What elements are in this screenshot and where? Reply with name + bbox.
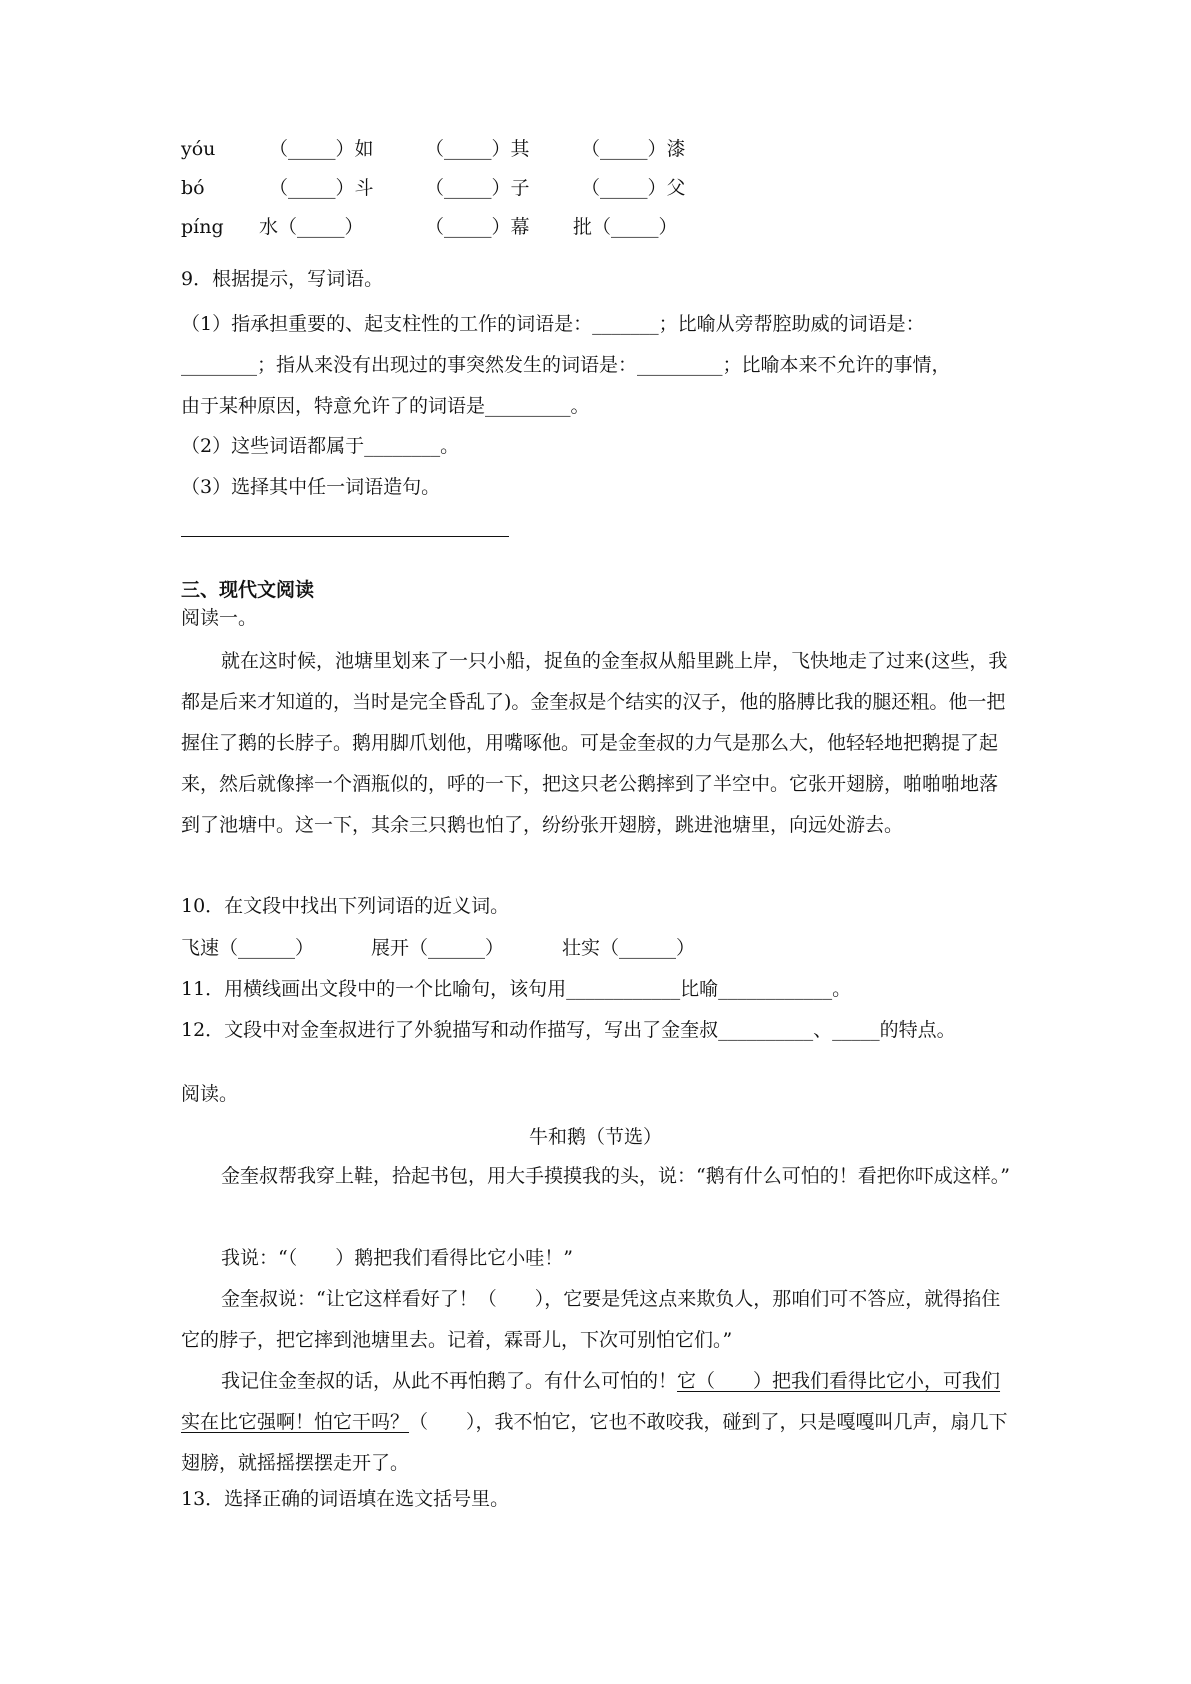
synonym-item: 展开（______） (371, 937, 505, 959)
fill-item: （_____）斗 (269, 177, 374, 199)
question-9-part-1-line-1: （1）指承担重要的、起支柱性的工作的词语是：_______；比喻从旁帮腔助威的词语是： (181, 313, 925, 335)
underlined-sentence: 它（ ）把我们看得比它小，可我们实在比它强啊！怕它干吗？ (181, 1370, 1001, 1433)
question-9-part-1-line-3: 由于某种原因，特意允许了的词语是_________。 (181, 395, 590, 417)
fill-item: 批（_____） (573, 216, 678, 238)
question-9-part-1-line-2: ________；指从来没有出现过的事突然发生的词语是：_________；比喻本来不允许的事情， (181, 354, 951, 376)
passage-2-para-4-lead: 我记住金奎叔的话，从此不再怕鹅了。有什么可怕的！ (221, 1370, 678, 1392)
pinyin-row (181, 136, 741, 162)
reading-2-label: 阅读。 (181, 1083, 239, 1105)
synonym-item: 飞速（______） (181, 937, 315, 959)
pinyin-row (181, 214, 741, 240)
question-12: 12．文段中对金奎叔进行了外貌描写和动作描写，写出了金奎叔__________、_____的特点。 (181, 1019, 956, 1041)
question-10-items (181, 935, 741, 961)
question-9-part-2: （2）这些词语都属于________。 (181, 435, 460, 457)
passage-2-para-1: 金奎叔帮我穿上鞋，拾起书包，用大手摸摸我的头，说：“鹅有什么可怕的！看把你吓成这样。” (221, 1165, 1010, 1187)
passage-2-title: 牛和鹅（节选） (528, 1126, 662, 1148)
pinyin-label: bó (181, 177, 205, 199)
passage-2-para-2: 我说：“（ ）鹅把我们看得比它小哇！” (221, 1247, 573, 1269)
question-13: 13．选择正确的词语填在选文括号里。 (181, 1488, 510, 1510)
fill-item: （_____）幕 (425, 216, 530, 238)
question-11: 11．用横线画出文段中的一个比喻句，该句用____________比喻____________。 (181, 978, 852, 1000)
fill-item: （_____）如 (269, 138, 374, 160)
passage-2-para-4 (181, 1361, 1015, 1484)
question-9-title: 9．根据提示，写词语。 (181, 268, 384, 290)
passage-2-para-4-tail: （ ），我不怕它，它也不敢咬我，碰到了，只是嘎嘎叫几声，扇几下翅膀，就摇摇摆摆走开了。 (181, 1411, 1008, 1474)
question-10: 10．在文段中找出下列词语的近义词。 (181, 895, 510, 917)
section-heading: 三、现代文阅读 (181, 579, 315, 601)
passage-2-para-3: 金奎叔说：“让它这样看好了！（ ），它要是凭这点来欺负人，那咱们可不答应，就得掐住它的脖子，把它摔到池塘里去。记着，霖哥儿，下次可别怕它们。” (181, 1288, 1001, 1351)
question-9-part-3: （3）选择其中任一词语造句。 (181, 476, 441, 498)
fill-item: 水（_____） (259, 216, 364, 238)
fill-item: （_____）其 (425, 138, 530, 160)
reading-1-label: 阅读一。 (181, 607, 258, 629)
pinyin-row (181, 175, 741, 201)
fill-item: （_____）子 (425, 177, 530, 199)
synonym-item: 壮实（______） (562, 937, 696, 959)
answer-line (181, 536, 509, 537)
fill-item: （_____）漆 (581, 138, 686, 160)
passage-1: 就在这时候，池塘里划来了一只小船，捉鱼的金奎叔从船里跳上岸，飞快地走了过来(这些，我都是后来才知道的，当时是完全昏乱了)。金奎叔是个结实的汉子，他的胳膊比我的腿还粗。他一把握住了鹅的长脖子。鹅用脚爪划他，用嘴啄他。可是金奎叔的力气是那么大，他轻轻地把鹅提了起来，然后就像摔一个酒瓶似的，呼的一下，把这只老公鹅摔到了半空中。它张开翅膀，啪啪啪地落到了池塘中。这一下，其余三只鹅也怕了，纷纷张开翅膀，跳进池塘里，向远处游去。 (181, 650, 1008, 836)
fill-item: （_____）父 (581, 177, 686, 199)
pinyin-label: píng (181, 216, 224, 238)
pinyin-label: yóu (181, 138, 216, 160)
